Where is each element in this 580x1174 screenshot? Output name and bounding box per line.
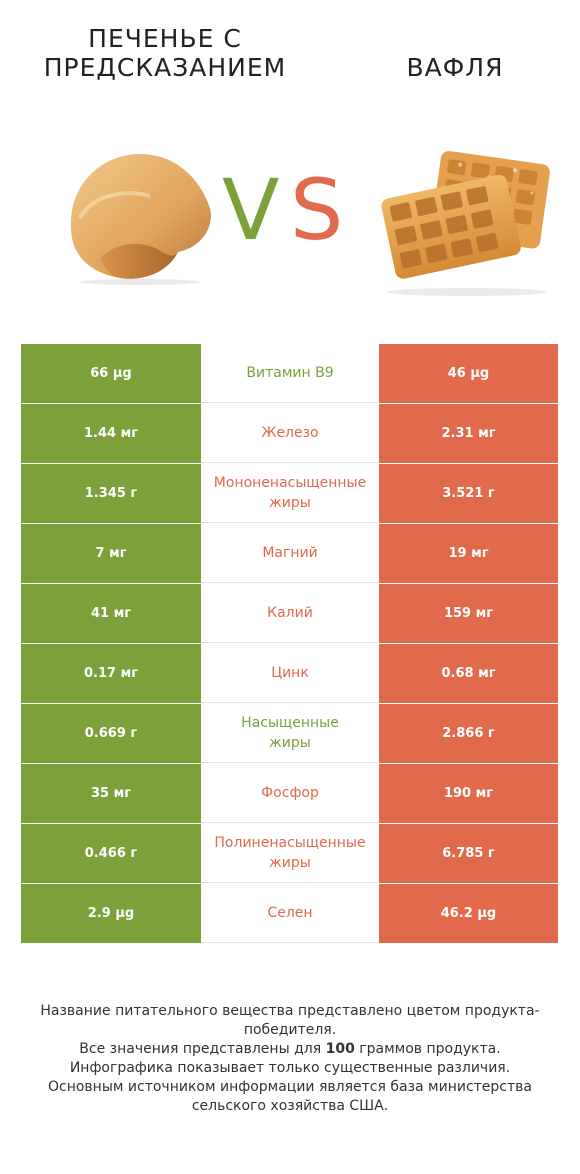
nutrient-name: Селен (201, 884, 379, 943)
right-value: 0.68 мг (379, 644, 558, 703)
footnote (20, 1002, 560, 1116)
nutrient-name: Цинк (201, 644, 379, 703)
right-value: 2.31 мг (379, 404, 558, 463)
nutrient-name: Фосфор (201, 764, 379, 823)
table-row (21, 344, 558, 403)
nutrient-name: Витамин B9 (201, 344, 379, 403)
nutrient-name: Калий (201, 584, 379, 643)
right-value: 190 мг (379, 764, 558, 823)
right-value: 19 мг (379, 524, 558, 583)
nutrient-name: Насыщенные жиры (201, 704, 379, 763)
left-value: 41 мг (21, 584, 201, 643)
right-value: 46.2 µg (379, 884, 558, 943)
left-value: 2.9 µg (21, 884, 201, 943)
left-product-title: ПЕЧЕНЬЕ С ПРЕДСКАЗАНИЕМ (43, 24, 287, 82)
nutrient-name: Магний (201, 524, 379, 583)
table-row (21, 824, 558, 883)
right-value: 6.785 г (379, 824, 558, 883)
right-value: 159 мг (379, 584, 558, 643)
footnote-line-2: Все значения представлены для 100 граммов продукта. (79, 1041, 501, 1057)
table-row (21, 584, 558, 643)
footnote-line-3: Инфографика показывает только существенные различия. (69, 1060, 511, 1076)
nutrient-name: Полиненасыщенные жиры (201, 824, 379, 883)
vs-letter-v: V (222, 161, 280, 259)
table-row (21, 884, 558, 943)
table-row (21, 644, 558, 703)
table-row (21, 764, 558, 823)
left-value: 7 мг (21, 524, 201, 583)
comparison-table (21, 344, 558, 944)
left-value: 35 мг (21, 764, 201, 823)
nutrient-name: Железо (201, 404, 379, 463)
right-value: 3.521 г (379, 464, 558, 523)
table-row (21, 464, 558, 523)
right-value: 2.866 г (379, 704, 558, 763)
vs-letter-s: S (290, 161, 344, 259)
table-row (21, 524, 558, 583)
table-row (21, 704, 558, 763)
left-value: 1.44 мг (21, 404, 201, 463)
waffle-image (372, 148, 562, 298)
left-value: 0.669 г (21, 704, 201, 763)
left-value: 1.345 г (21, 464, 201, 523)
right-product-title: ВАФЛЯ (406, 53, 504, 82)
table-row (21, 404, 558, 463)
footnote-line-1: Название питательного вещества представлено цветом продукта-победителя. (40, 1003, 540, 1038)
left-value: 66 µg (21, 344, 201, 403)
left-value: 0.466 г (21, 824, 201, 883)
fortune-cookie-image (60, 148, 220, 286)
footnote-line-4: Основным источником информации является база министерства сельского хозяйства США. (48, 1079, 532, 1114)
left-value: 0.17 мг (21, 644, 201, 703)
right-value: 46 µg (379, 344, 558, 403)
nutrient-name: Мононенасыщенные жиры (201, 464, 379, 523)
